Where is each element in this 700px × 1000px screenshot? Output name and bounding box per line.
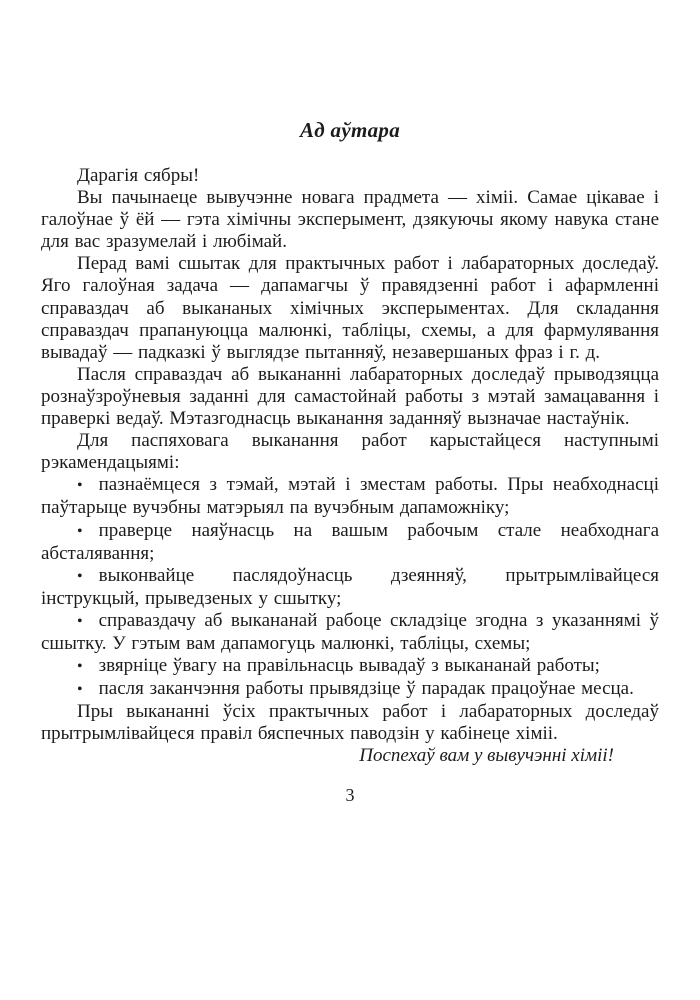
bullet-icon: •: [77, 612, 83, 630]
paragraph-notebook-purpose: Перад вамі сшытак для практычных работ і лабараторных доследаў. Яго галоўная задача — дапамагчы ў правядзенні работ і афармленні справаздач аб выкананых хімічных эксперыментах. Для складання справаздач прапануюцца малюнкі, табліцы, схемы, а для фармулявання вывадаў — падказкі ў выглядзе пытанняў, незавершаных фраз і г. д.: [41, 253, 659, 363]
bullet-text: выконвайце паслядоўнасць дзеянняў, прытрымлівайцеся інструкцый, прыведзеных у сшытку;: [41, 564, 659, 609]
bullet-text: справаздачу аб выкананай рабоце складзіце згодна з указаннямі ў сшытку. У гэтым вам дапамогуць малюнкі, табліцы, схемы;: [41, 609, 659, 654]
bullet-item-conclusions: [41, 655, 659, 678]
bullet-item-equipment: [41, 520, 659, 565]
bullet-text: пасля заканчэння работы прывядзіце ў парадак працоўнае месца.: [98, 678, 634, 700]
bullet-icon: •: [77, 681, 83, 699]
paragraph-intro: Вы пачынаеце вывучэнне новага прадмета — хіміі. Самае цікавае і галоўнае ў ёй — гэта хімічны эксперымент, дзякуючы якому навука стане для вас зразумелай і любімай.: [41, 187, 659, 253]
bullet-item-report: [41, 610, 659, 655]
bullet-icon: •: [77, 567, 83, 585]
bullet-icon: •: [77, 658, 83, 676]
closing-wish: Поспехаў вам у вывучэнні хіміі!: [359, 745, 614, 767]
bullet-item-sequence: [41, 565, 659, 610]
page-title: Ад аўтара: [299, 118, 401, 142]
bullet-text: праверце наяўнасць на вашым рабочым стале неабходнага абсталявання;: [41, 519, 659, 564]
bullet-icon: •: [77, 477, 83, 495]
page-number: 3: [345, 784, 355, 805]
paragraph-tasks: Пасля справаздач аб выкананні лабараторных доследаў прыводзяцца рознаўзроўневыя заданні для самастойнай работы з мэтай замацавання і праверкі ведаў. Мэтазгоднасць выканання заданняў вызначае настаўнік.: [41, 363, 659, 430]
paragraph-greeting: Дарагія сябры!: [77, 165, 200, 186]
paragraph-recommendations-lead: Для паспяховага выканання работ карыстайцеся наступнымі рэкамендацыямі:: [41, 430, 659, 474]
bullet-item-topic: [41, 474, 659, 519]
bullet-text: звярніце ўвагу на правільнасць вывадаў з выкананай работы;: [98, 655, 600, 677]
paragraph-safety: Пры выкананні ўсіх практычных работ і лабараторных доследаў прытрымлівайцеся правіл бяспечных паводзін у кабінеце хіміі.: [41, 701, 659, 745]
bullet-item-cleanup: [41, 678, 659, 701]
bullet-icon: •: [77, 522, 83, 540]
bullet-text: пазнаёмцеся з тэмай, мэтай і зместам работы. Пры неабходнасці паўтарыце вучэбны матэрыял па вучэбным дапаможніку;: [41, 474, 659, 519]
